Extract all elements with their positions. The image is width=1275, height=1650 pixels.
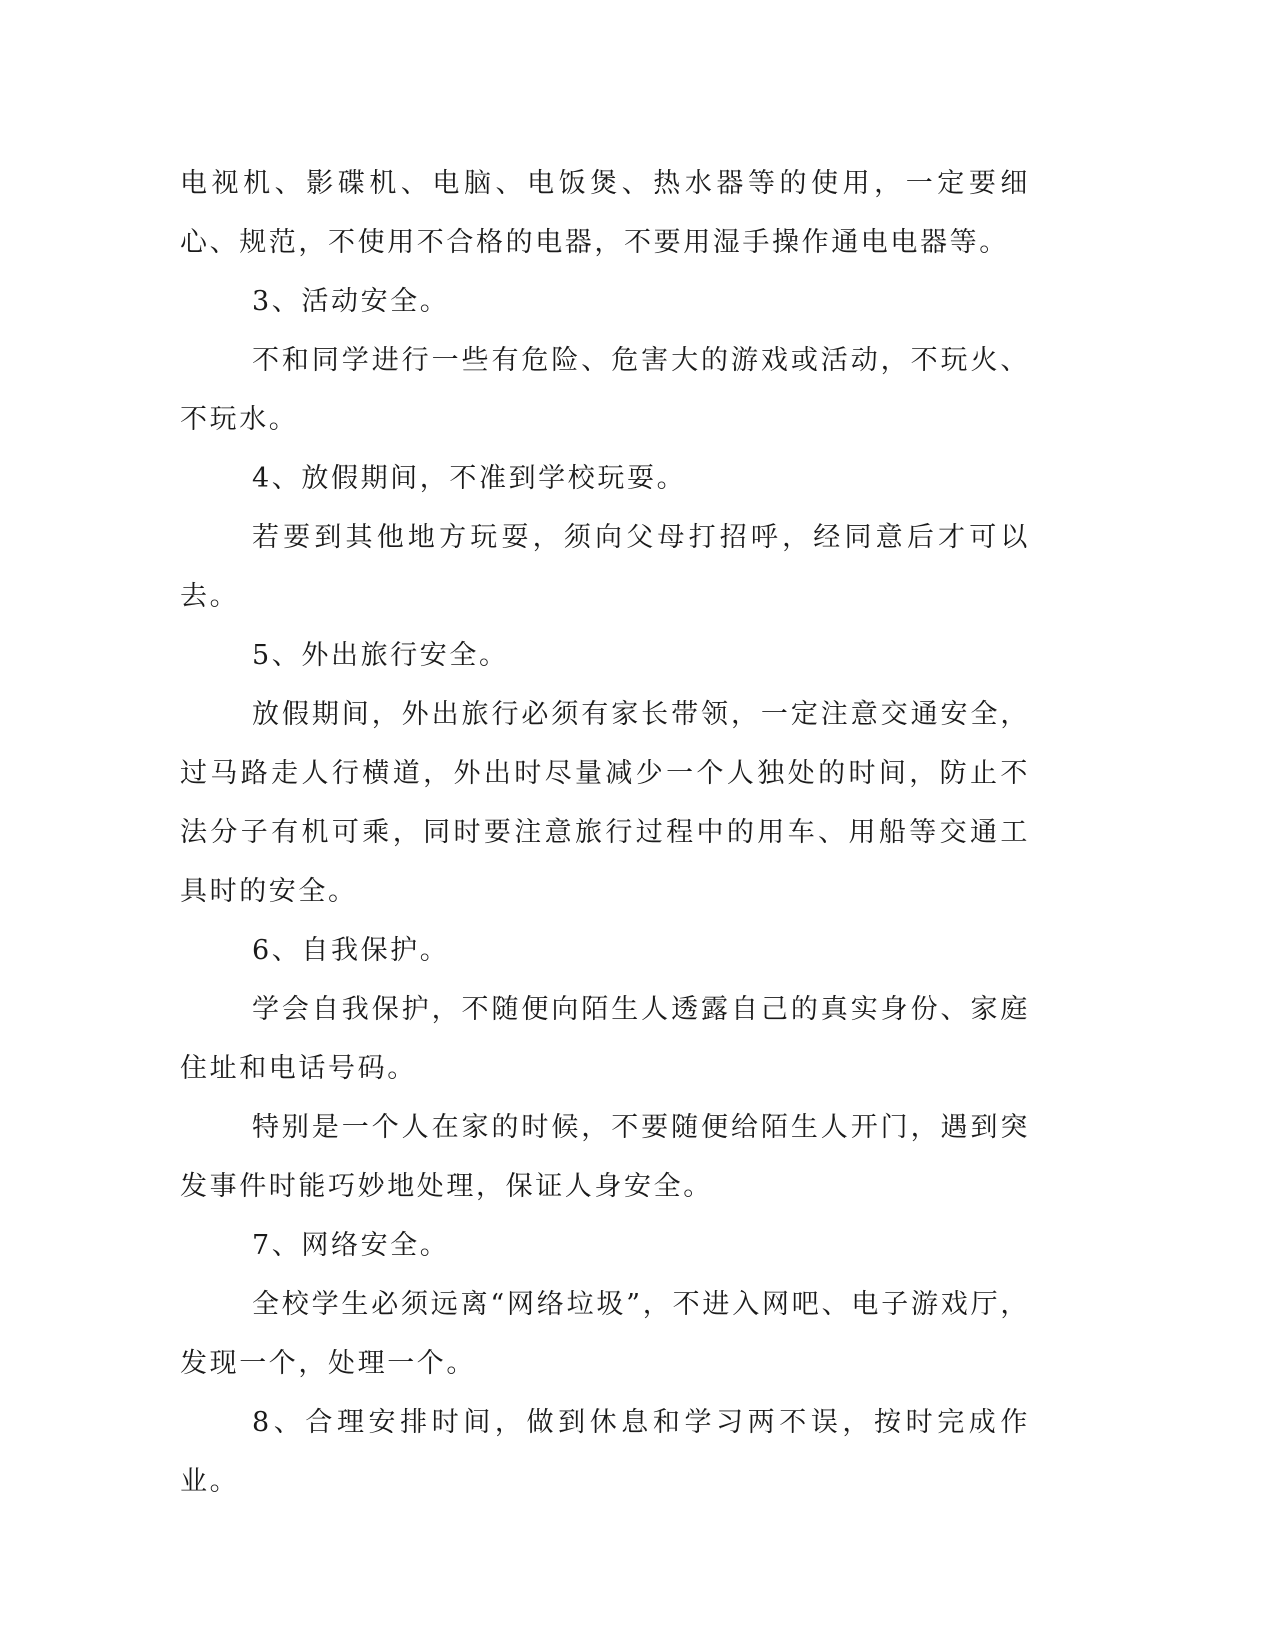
paragraph-travel-safety: 放假期间，外出旅行必须有家长带领，一定注意交通安全，过马路走人行横道，外出时尽量减少一个人独处的时间，防止不法分子有机可乘，同时要注意旅行过程中的用车、用船等交通工具时的安全。 — [180, 699, 1030, 907]
heading-network-safety: 7、网络安全。 — [252, 1230, 450, 1261]
paragraph-network-safety: 全校学生必须远离“网络垃圾”，不进入网吧、电子游戏厅，发现一个，处理一个。 — [180, 1289, 1030, 1379]
paragraph-home-alone: 特别是一个人在家的时候，不要随便给陌生人开门，遇到突发事件时能巧妙地处理，保证人身安全。 — [180, 1112, 1030, 1202]
heading-self-protection: 6、自我保护。 — [252, 935, 450, 966]
document-body — [180, 154, 1030, 1511]
heading-holiday-school: 4、放假期间，不准到学校玩耍。 — [252, 463, 687, 494]
paragraph-self-protection: 学会自我保护，不随便向陌生人透露自己的真实身份、家庭住址和电话号码。 — [180, 994, 1030, 1084]
heading-time-management: 8、合理安排时间，做到休息和学习两不误，按时完成作业。 — [180, 1407, 1030, 1497]
paragraph-holiday-play: 若要到其他地方玩耍，须向父母打招呼，经同意后才可以去。 — [180, 522, 1030, 612]
heading-activity-safety: 3、活动安全。 — [252, 286, 450, 317]
heading-travel-safety: 5、外出旅行安全。 — [252, 640, 509, 671]
paragraph-appliance-safety: 电视机、影碟机、电脑、电饭煲、热水器等的使用，一定要细心、规范，不使用不合格的电器，不要用湿手操作通电电器等。 — [180, 168, 1030, 258]
paragraph-activity-safety: 不和同学进行一些有危险、危害大的游戏或活动，不玩火、不玩水。 — [180, 345, 1030, 435]
